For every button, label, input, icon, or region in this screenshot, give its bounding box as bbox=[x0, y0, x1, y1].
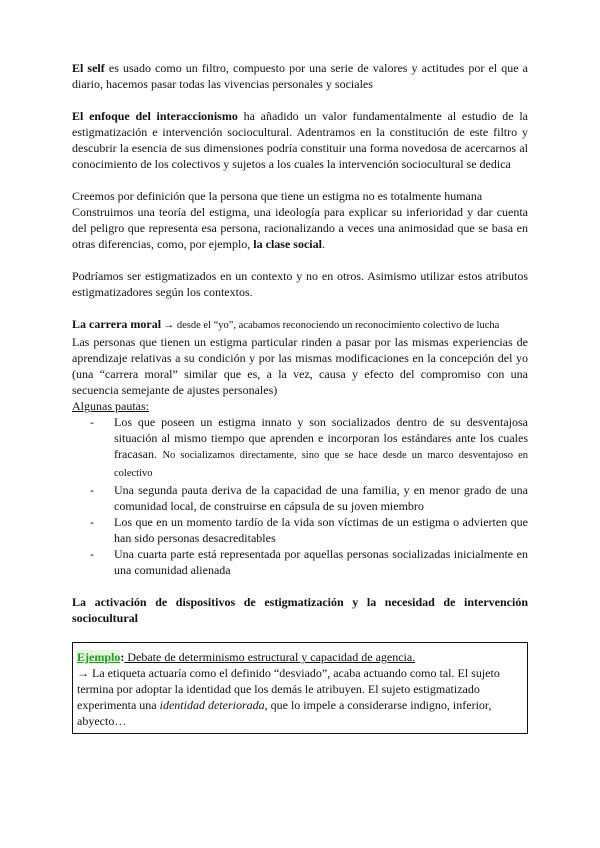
paragraph-contextos: Podríamos ser estigmatizados en un contexto y no en otros. Asimismo utilizar estos atributos estigmatizadores según los contextos. bbox=[72, 269, 528, 299]
pauta-note: No socializamos directamente, sino que se hace desde un marco desventajoso en colectivo bbox=[114, 450, 528, 479]
example-box bbox=[72, 642, 528, 734]
example-body bbox=[77, 665, 521, 729]
example-topic: Debate de determinismo estructural y capacidad de agencia. bbox=[124, 650, 416, 664]
example-title bbox=[77, 649, 521, 665]
paragraph-self-text: es usado como un filtro, compuesto por una serie de valores y actitudes por el que a diario, hacemos pasar todas las vivencias personales y sociales bbox=[72, 61, 528, 91]
pauta-text: Los que poseen un estigma innato y son socializados dentro de su desventajosa situación al mismo tiempo que aprenden e incorporan los estándares ante los cuales fracasan. bbox=[114, 415, 528, 461]
paragraph-interaccionismo bbox=[72, 108, 528, 172]
term-carrera-moral: La carrera moral bbox=[72, 317, 162, 331]
pautas-label: Algunas pautas: bbox=[72, 399, 149, 413]
dash-bullet: - bbox=[90, 515, 94, 529]
section-heading: La activación de dispositivos de estigmatización y la necesidad de intervención sociocultural bbox=[72, 595, 528, 625]
dash-bullet: - bbox=[90, 483, 94, 497]
paragraph-carrera-moral: Las personas que tienen un estigma particular rinden a pasar por las mismas experiencias de aprendizaje relativas a su condición y por las mismas modificaciones en la concepción del yo (una “carrera moral” similar que es, a la vez, causa y efecto del compromiso con una secuencia semejante de ajustes personales) bbox=[72, 335, 528, 397]
dash-bullet: - bbox=[90, 547, 94, 561]
document-page bbox=[72, 60, 528, 734]
pautas-list bbox=[72, 414, 528, 578]
pauta-text: Los que en un momento tardío de la vida son víctimas de un estigma o advierten que han sido personas desacreditables bbox=[114, 515, 528, 545]
teoria-period: . bbox=[321, 237, 325, 251]
list-item bbox=[90, 482, 528, 514]
example-body-end: , que lo impele a considerarse indigno, inferior, abyecto… bbox=[77, 698, 492, 728]
term-identidad-deteriorada: identidad deteriorada bbox=[159, 698, 265, 712]
carrera-moral-title bbox=[72, 316, 528, 334]
term-self: El self bbox=[72, 61, 105, 75]
paragraph-interaccionismo-text: ha añadido un valor fundamentalmente al estudio de la estigmatización e intervención sociocultural. Adentramos en la constitución de este filtro y descubrir la esencia de sus dimensiones podría constituir una forma novedosa de acercarnos al conocimiento de los colectivos y sujetos a los cuales la intervención sociocultural se dedica bbox=[72, 109, 528, 171]
example-body-text: → La etiqueta actuaría como el definido “desviado”, acaba actuando como tal. El sujeto termina por adoptar la identidad que los demás le atribuyen. El sujeto estigmatizado experimenta una bbox=[77, 666, 500, 712]
term-interaccionismo: El enfoque del interaccionismo bbox=[72, 109, 238, 123]
pauta-text: Una cuarta parte está representada por aquellas personas socializadas inicialmente en una comunidad alienada bbox=[114, 547, 528, 577]
paragraph-self bbox=[72, 60, 528, 92]
paragraph-estigma-teoria bbox=[72, 204, 528, 252]
dash-bullet: - bbox=[90, 415, 94, 429]
list-item bbox=[90, 514, 528, 546]
carrera-moral-note: → desde el “yo”, acabamos reconociendo un reconocimiento colectivo de lucha bbox=[161, 320, 500, 331]
term-clase-social: la clase social bbox=[253, 237, 322, 251]
pauta-text: Una segunda pauta deriva de la capacidad de una familia, y en menor grado de una comunidad local, de construirse en cápsula de su joven miembro bbox=[114, 483, 528, 513]
list-item bbox=[90, 546, 528, 578]
teoria-text: Construimos una teoría del estigma, una ideología para explicar su inferioridad y dar cuenta del peligro que representa esa persona, racionalizando a veces una animosidad que se basa en otras diferencias, como, por ejemplo, bbox=[72, 205, 528, 251]
paragraph-estigma-line1: Creemos por definición que la persona que tiene un estigma no es totalmente humana bbox=[72, 189, 483, 203]
list-item bbox=[90, 414, 528, 482]
example-label: Ejemplo bbox=[77, 650, 121, 664]
example-colon: : bbox=[120, 650, 125, 664]
